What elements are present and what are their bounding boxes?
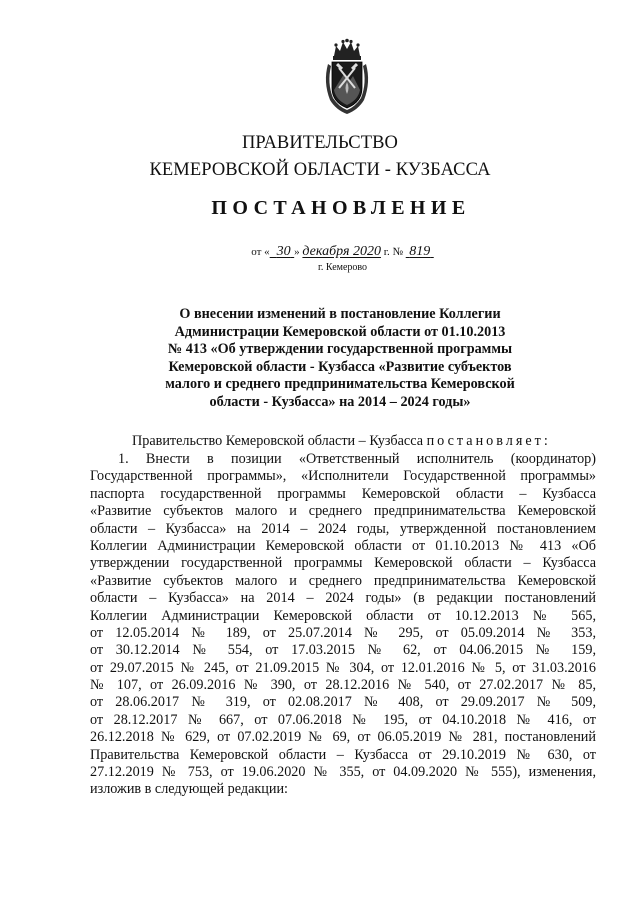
preamble — [132, 433, 551, 450]
body-line: 1. Внести в позиции «Ответственный исполнитель (координатор) — [118, 451, 596, 467]
body-line: «Развитие субъектов малого и среднего предпринимательства Кемеровской — [90, 503, 596, 520]
title-line: Администрации Кемеровской области от 01.10.2013 — [174, 323, 506, 340]
date-prefix: от « — [251, 246, 270, 258]
title-line: малого и среднего предпринимательства Кемеровской — [165, 376, 515, 392]
body-line: Государственной программы», «Исполнители Государственной программы» — [90, 468, 596, 485]
date-year-suffix: г. — [383, 246, 390, 258]
body-line: 27.12.2019 № 753, от 19.06.2020 № 355, от 04.09.2020 № 555), изменения, — [90, 764, 596, 781]
title-line: № 413 «Об утверждении государственной программы — [167, 341, 513, 357]
document-date-line — [0, 244, 640, 260]
body-line: № 107, от 26.09.2016 № 390, от 28.12.2016 № 540, от 27.02.2017 № 85, — [90, 677, 596, 694]
body-line: Коллегии Администрации Кемеровской области от 01.10.2013 № 413 «Об — [90, 537, 596, 554]
title-line: области - Кузбасса» на 2014 – 2024 годы» — [209, 393, 471, 410]
preamble-resolves: постановляет: — [426, 433, 551, 449]
body-line: паспорта государственной программы Кемеровской области – Кузбасса — [90, 485, 596, 502]
body-line: «Развитие субъектов малого и среднего предпринимательства Кемеровской — [90, 572, 596, 589]
date-mid: » — [294, 246, 300, 258]
document-number: 819 — [409, 244, 431, 259]
body-line: Коллегии Администрации Кемеровской области от 10.12.2013 № 565, — [90, 607, 596, 624]
government-name-line1: ПРАВИТЕЛЬСТВО — [241, 133, 399, 153]
coat-of-arms-icon — [322, 38, 372, 116]
preamble-lead: Правительство Кемеровской области – Кузбасса — [132, 433, 424, 449]
document-city: г. Кемерово — [317, 262, 368, 273]
title-line: О внесении изменений в постановление Коллегии — [179, 306, 501, 322]
body-line: Правительства Кемеровской области – Кузбасса от 29.10.2019 № 630, от — [90, 746, 596, 763]
body-line: от 29.07.2015 № 245, от 21.09.2015 № 304, от 12.01.2016 № 5, от 31.03.2016 — [90, 659, 596, 676]
body-line: от 12.05.2014 № 189, от 25.07.2014 № 295, от 05.09.2014 № 353, — [90, 624, 596, 641]
body-line: утверждении государственной программы Кемеровской области – Кузбасса — [90, 555, 596, 572]
document-title — [130, 306, 550, 411]
body-line: 26.12.2018 № 629, от 07.02.2019 № 69, от 06.05.2019 № 281, постановлений — [90, 729, 596, 746]
body-line: области – Кузбасса» на 2014 – 2024 годы» (в редакции постановлений — [90, 590, 596, 607]
date-month-year: декабря 2020 — [302, 244, 381, 259]
body-line: изложив в следующей редакции: — [90, 781, 288, 798]
document-type-heading: ПОСТАНОВЛЕНИЕ — [211, 197, 471, 219]
date-day: 30 — [276, 244, 291, 259]
number-sign: № — [392, 246, 403, 258]
body-line: от 28.12.2017 № 667, от 07.06.2018 № 195, от 04.10.2018 № 416, от — [90, 711, 596, 728]
body-line: от 28.06.2017 № 319, от 02.08.2017 № 408, от 29.09.2017 № 509, — [90, 694, 596, 711]
body-paragraph — [90, 451, 596, 799]
government-name-line2: КЕМЕРОВСКОЙ ОБЛАСТИ - КУЗБАССА — [149, 160, 491, 180]
title-line: Кемеровской области - Кузбасса «Развитие субъектов — [168, 358, 512, 375]
body-line: области – Кузбасса» на 2014 – 2024 годы, утвержденной постановлением — [90, 520, 596, 537]
body-line: от 30.12.2014 № 554, от 17.03.2015 № 62, от 04.06.2015 № 159, — [90, 642, 596, 659]
